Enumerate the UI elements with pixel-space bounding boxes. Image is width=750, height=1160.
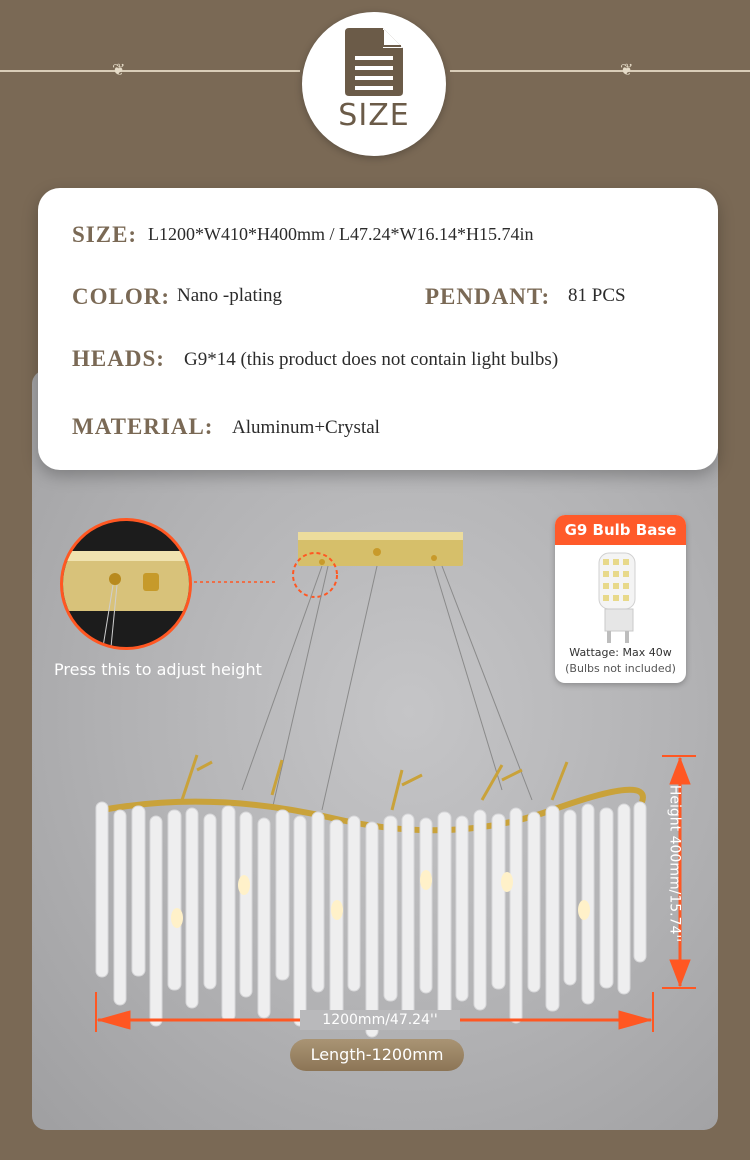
- size-badge: [302, 12, 446, 156]
- material-spec-value: Aluminum+Crystal: [232, 417, 380, 438]
- adjust-height-caption: Press this to adjust height: [54, 660, 262, 679]
- bulb-info-card: [555, 515, 686, 683]
- heads-spec-label: HEADS:: [72, 346, 165, 371]
- pendant-spec-label: PENDANT:: [425, 284, 551, 309]
- g9-bulb-icon: [585, 551, 657, 645]
- size-spec-value: L1200*W410*H400mm / L47.24*W16.14*H15.74in: [148, 224, 534, 244]
- bulb-card-title: G9 Bulb Base: [555, 515, 686, 545]
- bulb-wattage: Wattage: Max 40w: [569, 646, 672, 659]
- heads-spec-value: G9*14 (this product does not contain light bulbs): [184, 349, 559, 370]
- color-spec-value: Nano -plating: [177, 285, 283, 306]
- bulb-note: (Bulbs not included): [565, 662, 676, 675]
- document-icon: [343, 26, 405, 98]
- canopy-detail-image: [63, 521, 189, 647]
- flourish-left-icon: ❦: [112, 60, 126, 79]
- size-spec-label: SIZE:: [72, 222, 138, 247]
- size-badge-label: SIZE: [338, 98, 410, 133]
- adjust-detail-zoom: [60, 518, 192, 650]
- flourish-right-icon: ❦: [620, 60, 634, 79]
- header-rule-right: [450, 70, 750, 72]
- height-dimension-label: Height 400mm/15.74'': [666, 784, 683, 943]
- width-dimension-label: 1200mm/47.24'': [300, 1010, 460, 1030]
- color-spec-label: COLOR:: [72, 284, 170, 309]
- header-rule-left: [0, 70, 300, 72]
- spec-card: [38, 188, 718, 470]
- length-badge: Length-1200mm: [290, 1039, 464, 1071]
- material-spec-label: MATERIAL:: [72, 414, 214, 439]
- pendant-spec-value: 81 PCS: [568, 285, 626, 306]
